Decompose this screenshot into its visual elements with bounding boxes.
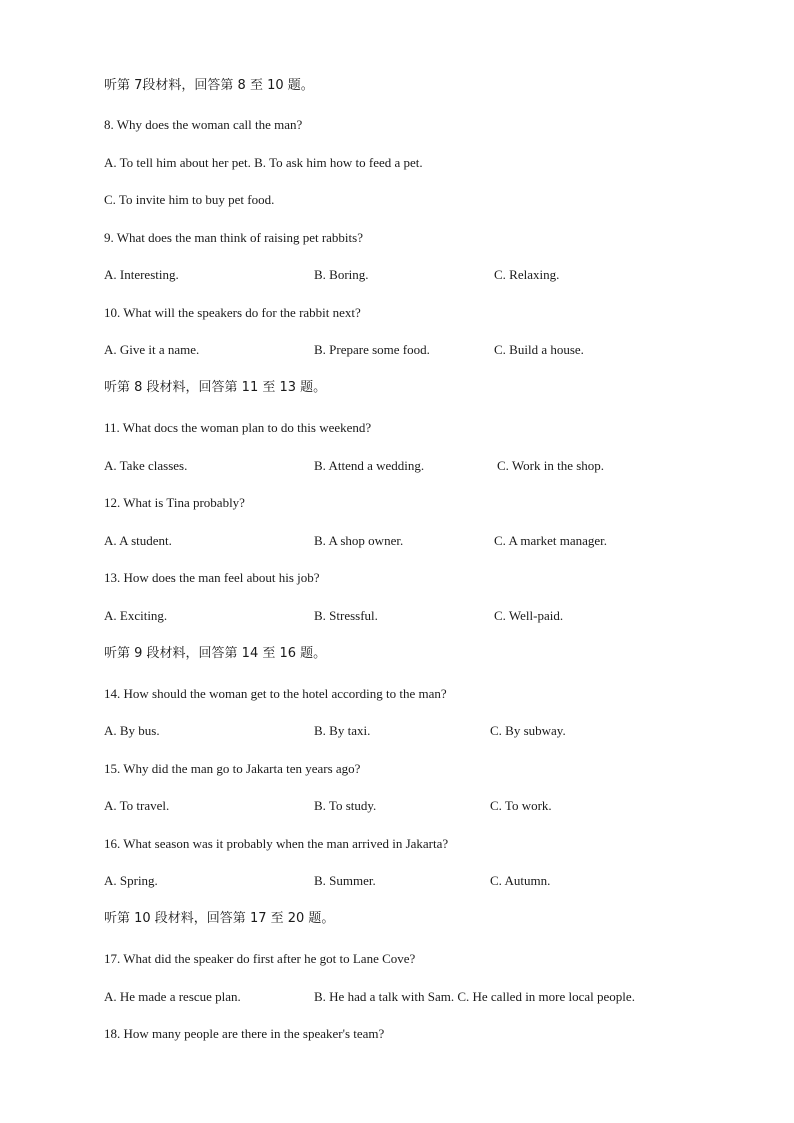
question-11-option-c: C. Work in the shop.	[497, 458, 605, 473]
question-10-option-c: C. Build a house.	[494, 342, 584, 357]
question-8: 8. Why does the woman call the man?	[104, 117, 303, 132]
question-13-option-b: B. Stressful.	[314, 608, 378, 623]
section-8-heading: 听第 8 段材料，回答第 11 至 13 题。	[104, 380, 327, 395]
question-10: 10. What will the speakers do for the rabbit next?	[104, 305, 361, 320]
question-13: 13. How does the man feel about his job?	[104, 570, 320, 585]
question-14-option-a: A. By bus.	[104, 723, 160, 738]
question-10-option-a: A. Give it a name.	[104, 342, 200, 357]
question-14: 14. How should the woman get to the hotel according to the man?	[104, 686, 447, 701]
question-16: 16. What season was it probably when the man arrived in Jakarta?	[104, 836, 449, 851]
question-13-option-a: A. Exciting.	[104, 608, 168, 623]
section-10-heading: 听第 10 段材料，回答第 17 至 20 题。	[104, 911, 335, 926]
question-15-option-b: B. To study.	[314, 798, 377, 813]
question-11-option-a: A. Take classes.	[104, 458, 188, 473]
question-9-option-c: C. Relaxing.	[494, 267, 560, 282]
question-15-option-a: A. To travel.	[104, 798, 170, 813]
question-16-option-b: B. Summer.	[314, 873, 376, 888]
section-9-heading: 听第 9 段材料，回答第 14 至 16 题。	[104, 646, 327, 661]
question-18: 18. How many people are there in the speaker's team?	[104, 1026, 385, 1041]
question-17: 17. What did the speaker do first after he got to Lane Cove?	[104, 951, 416, 966]
question-16-option-a: A. Spring.	[104, 873, 158, 888]
question-9-option-a: A. Interesting.	[104, 267, 179, 282]
question-8-option-c: C. To invite him to buy pet food.	[104, 192, 275, 207]
question-12-option-b: B. A shop owner.	[314, 533, 404, 548]
question-15: 15. Why did the man go to Jakarta ten years ago?	[104, 761, 361, 776]
question-13-option-c: C. Well-paid.	[494, 608, 564, 623]
question-9: 9. What does the man think of raising pet rabbits?	[104, 230, 363, 245]
question-15-option-c: C. To work.	[490, 798, 552, 813]
question-17-options-bc: B. He had a talk with Sam. C. He called in more local people.	[314, 989, 635, 1004]
question-10-option-b: B. Prepare some food.	[314, 342, 430, 357]
question-11-option-b: B. Attend a wedding.	[314, 458, 425, 473]
question-16-option-c: C. Autumn.	[490, 873, 551, 888]
section-7-heading: 听第 7段材料，回答第 8 至 10 题。	[104, 78, 314, 93]
question-12-option-c: C. A market manager.	[494, 533, 608, 548]
question-9-option-b: B. Boring.	[314, 267, 369, 282]
question-17-option-a: A. He made a rescue plan.	[104, 989, 241, 1004]
question-12: 12. What is Tina probably?	[104, 495, 245, 510]
question-14-option-b: B. By taxi.	[314, 723, 371, 738]
question-14-option-c: C. By subway.	[490, 723, 566, 738]
question-11: 11. What docs the woman plan to do this weekend?	[104, 420, 372, 435]
question-12-option-a: A. A student.	[104, 533, 172, 548]
question-8-options-ab: A. To tell him about her pet. B. To ask him how to feed a pet.	[104, 155, 423, 170]
